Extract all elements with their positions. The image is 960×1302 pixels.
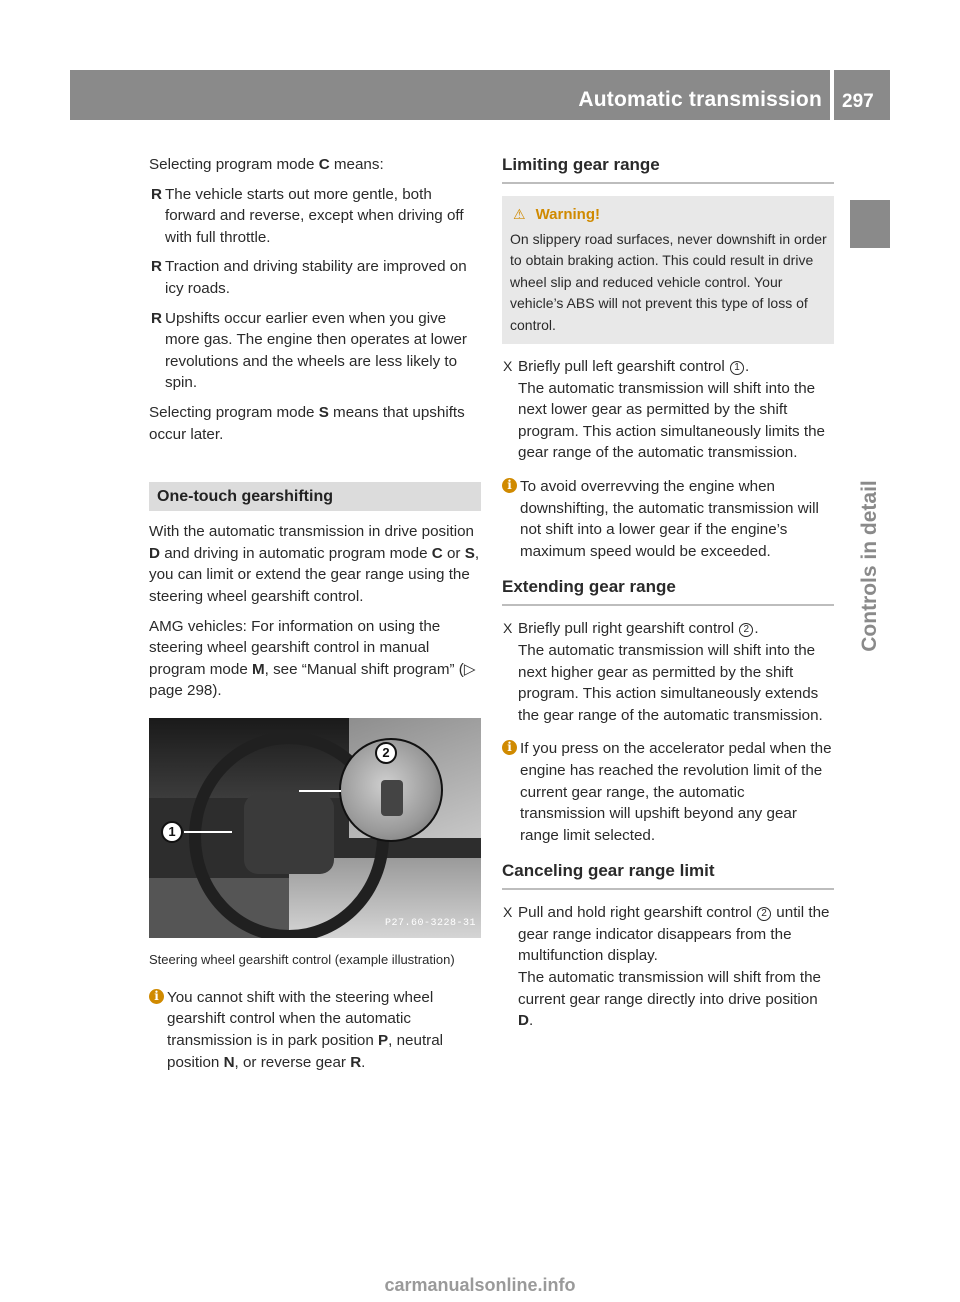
info-icon: i [502, 478, 517, 493]
mode-c-intro: Selecting program mode C means: [149, 156, 384, 173]
side-tab-marker [850, 200, 890, 248]
header-divider [830, 70, 834, 120]
gearshift-paddle [381, 780, 403, 816]
control-number-2: 2 [757, 907, 771, 921]
warning-box [502, 196, 834, 344]
control-number-1: 1 [730, 361, 744, 375]
warning-icon: ⚠ [513, 206, 526, 222]
bullet-marker: R [151, 185, 162, 203]
bullet-marker: R [151, 258, 162, 276]
side-tab-label: Controls in detail [858, 480, 881, 652]
list-item: R Upshifts occur earlier even when you give more gas. The engine then operates at lower revolutions and the wheels are less likely to spin. [151, 309, 467, 392]
figure-caption: Steering wheel gearshift control (example illustration) [149, 951, 455, 967]
mode-s-intro: Selecting program mode S means that upshifts occur later. [149, 403, 465, 443]
list-item: R The vehicle starts out more gentle, both forward and reverse, except when driving off with full throttle. [151, 185, 464, 246]
control-number-2: 2 [739, 623, 753, 637]
info-icon: i [149, 989, 164, 1004]
limiting-gear-range-heading: Limiting gear range [502, 154, 834, 184]
image-code: P27.60-3228-31 [384, 918, 476, 930]
amg-paragraph: AMG vehicles: For information on using the steering wheel gearshift control in manual program mode M, see “Manual shift program” (▷ page 298). [149, 617, 476, 700]
warning-text: On slippery road surfaces, never downshift in order to obtain braking action. This could result in drive wheel slip and reduced vehicle control. Your vehicle’s ABS will not prevent this type of loss of control. [510, 230, 827, 333]
callout-2: 2 [375, 742, 397, 764]
info-note: i If you press on the accelerator pedal when the engine has reached the revolution limit of the current gear range, the automatic transmission will upshift beyond any gear range limit selected. [502, 738, 834, 846]
steering-wheel-illustration [149, 718, 481, 938]
chapter-title: Automatic transmission [578, 88, 822, 111]
info-note: i You cannot shift with the steering wheel gearshift control when the automatic transmission is in park position P, neutral position N, or reverse gear R. [149, 987, 481, 1073]
bullet-marker: R [151, 309, 162, 327]
extending-gear-range-heading: Extending gear range [502, 576, 834, 606]
page-ref-arrow-icon: ▷ [463, 660, 476, 678]
warning-title: ⚠ Warning! [510, 204, 828, 226]
page-header [70, 70, 890, 120]
side-tab-label-wrap [855, 296, 885, 836]
step-marker-icon: X [503, 904, 513, 921]
right-column [502, 154, 834, 1032]
watermark: carmanualsonline.info [384, 1275, 576, 1295]
step-marker-icon: X [503, 620, 513, 637]
one-touch-paragraph: With the automatic transmission in drive position D and driving in automatic program mode C or S, you can limit or extend the gear range using the steering wheel gearshift control. [149, 523, 480, 605]
page-number: 297 [842, 91, 874, 112]
canceling-gear-range-limit-heading: Canceling gear range limit [502, 860, 834, 890]
instruction-step: X Briefly pull left gearshift control 1 . The automatic transmission will shift into the next lower gear as permitted by the shift program. This action simultaneously limits the gear range of the automatic transmission. [503, 358, 825, 462]
list-item: R Traction and driving stability are improved on icy roads. [151, 258, 467, 297]
instruction-step: X Pull and hold right gearshift control 2 until the gear range indicator disappears from the multifunction display. The automatic transmission will shift from the current gear range directly into drive position D. [503, 904, 830, 1030]
info-note: i To avoid overrevving the engine when downshifting, the automatic transmission will not shift into a lower gear if the engine’s maximum speed would be exceeded. [502, 476, 834, 562]
left-column [149, 154, 481, 1073]
step-marker-icon: X [503, 358, 513, 374]
instruction-step: X Briefly pull right gearshift control 2 . The automatic transmission will shift into the next higher gear as permitted by the shift program. This action simultaneously extends the gear range of the automatic transmission. [503, 620, 823, 724]
info-icon: i [502, 740, 517, 755]
section-title: One-touch gearshifting [149, 482, 481, 511]
callout-1: 1 [161, 821, 183, 843]
